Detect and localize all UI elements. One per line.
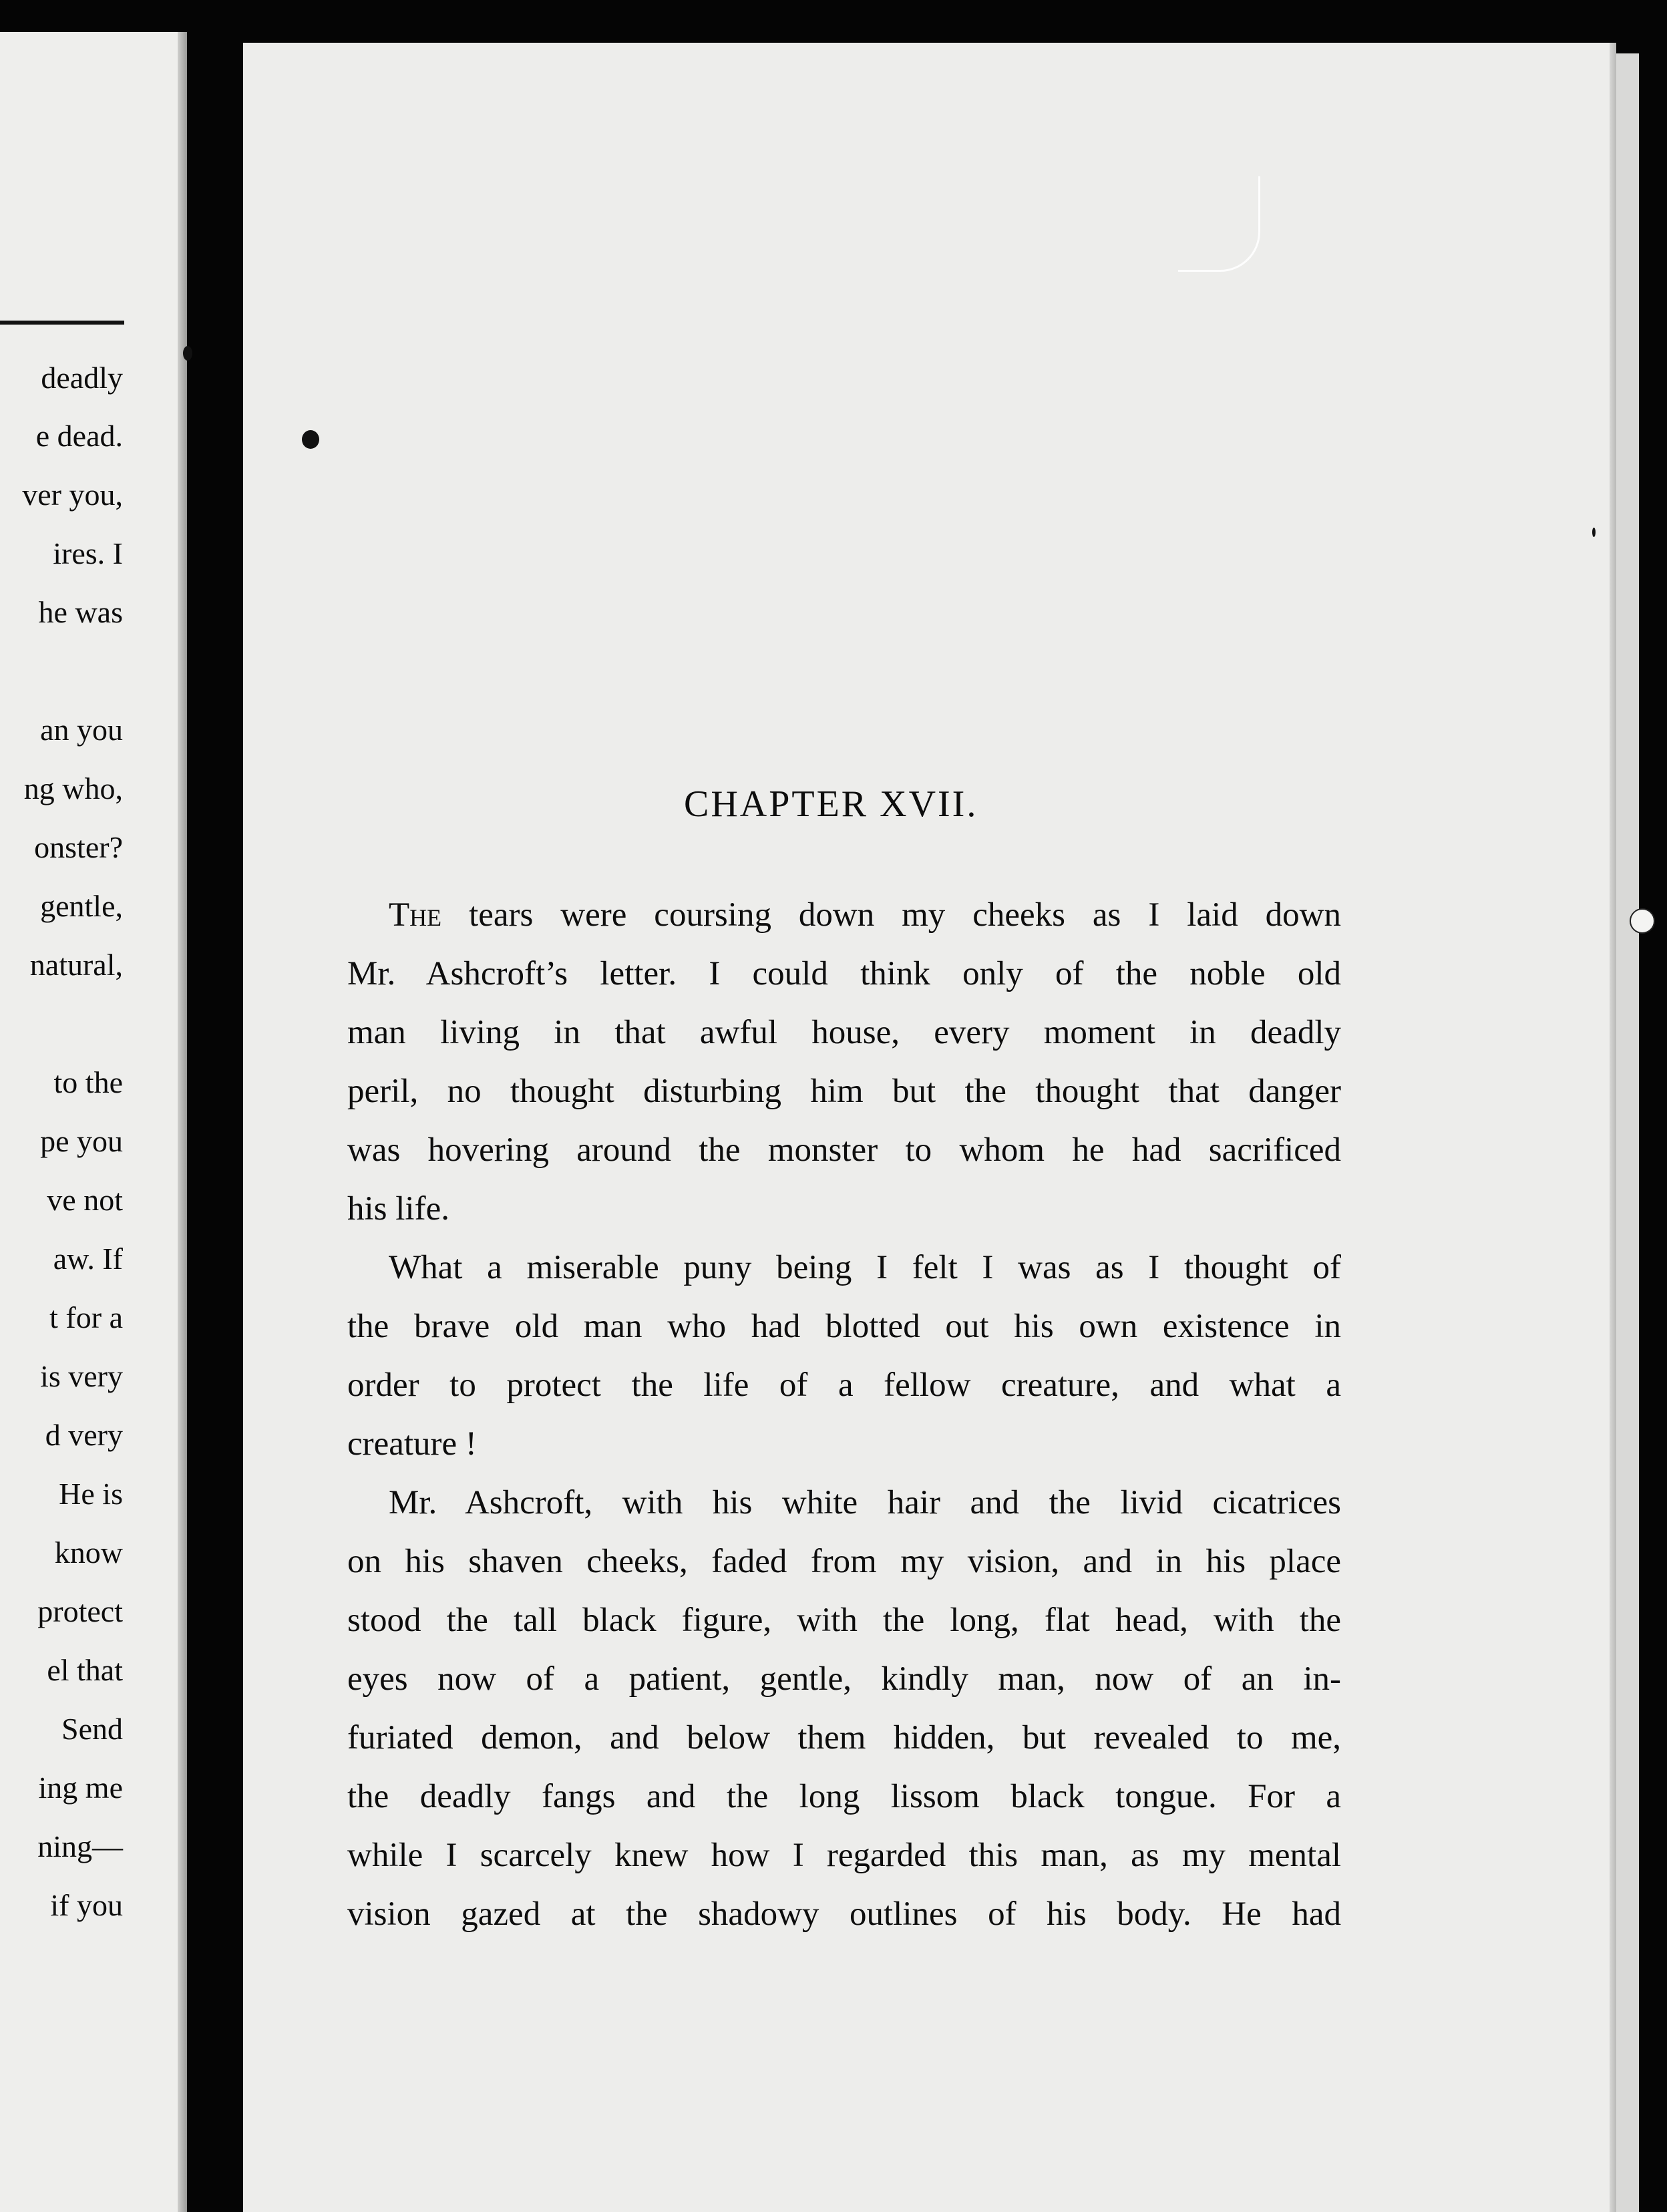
opening-word: The bbox=[389, 896, 442, 934]
left-page-line: pe you bbox=[40, 1124, 123, 1158]
text-line: was hovering around the monster to whom he had sacrificed bbox=[347, 1131, 1341, 1169]
text-line: eyes now of a patient, gentle, kindly man, now of an in- bbox=[347, 1660, 1341, 1698]
left-page-line: deadly bbox=[41, 361, 123, 395]
text-line: creature ! bbox=[347, 1425, 477, 1463]
left-page-line: ng who, bbox=[23, 771, 123, 805]
left-page-line: if you bbox=[50, 1888, 123, 1922]
left-page-line: he was bbox=[38, 595, 123, 629]
left-page-line: ning— bbox=[37, 1829, 123, 1863]
scan-border bbox=[1639, 53, 1667, 2212]
text-line: his life. bbox=[347, 1190, 449, 1228]
left-page-line: protect bbox=[37, 1594, 123, 1628]
left-page-fragment bbox=[0, 32, 187, 2212]
left-page-line: ve not bbox=[47, 1183, 123, 1217]
text-line: man living in that awful house, every moment in deadly bbox=[347, 1014, 1341, 1051]
page-tear bbox=[1630, 908, 1655, 934]
text-line: on his shaven cheeks, faded from my vision, and in his place bbox=[347, 1543, 1341, 1580]
left-page-line: ires. I bbox=[53, 536, 123, 570]
left-page-line: e dead. bbox=[35, 419, 123, 453]
text-line: furiated demon, and below them hidden, but revealed to me, bbox=[347, 1719, 1341, 1757]
text-line: vision gazed at the shadowy outlines of his body. He had bbox=[347, 1895, 1341, 1933]
text-line: the deadly fangs and the long lissom black tongue. For a bbox=[347, 1778, 1341, 1815]
left-page-line: Send bbox=[61, 1712, 123, 1746]
left-page-line: d very bbox=[45, 1418, 123, 1452]
page-edge bbox=[1616, 53, 1639, 2212]
text-line: peril, no thought disturbing him but the thought that danger bbox=[347, 1073, 1341, 1110]
text-line: while I scarcely knew how I regarded this man, as my mental bbox=[347, 1837, 1341, 1874]
left-page-line: gentle, bbox=[40, 889, 123, 923]
left-page-line: an you bbox=[40, 713, 123, 747]
text-line-rest: tears were coursing down my cheeks as I laid down bbox=[441, 896, 1341, 934]
text-line: stood the tall black figure, with the long, flat head, with the bbox=[347, 1602, 1341, 1639]
text-line: Mr. Ashcroft, with his white hair and the livid cicatrices bbox=[389, 1484, 1341, 1521]
left-page-line: ver you, bbox=[22, 478, 123, 512]
dust-speck bbox=[183, 346, 192, 361]
text-line: What a miserable puny being I felt I was as I thought of bbox=[389, 1249, 1341, 1286]
body-text bbox=[347, 886, 1341, 1944]
dust-speck bbox=[302, 430, 319, 449]
dust-speck bbox=[1592, 528, 1596, 537]
text-line: Mr. Ashcroft’s letter. I could think only of the noble old bbox=[347, 955, 1341, 992]
left-page-rule bbox=[0, 321, 124, 325]
paper-scratch bbox=[1178, 176, 1260, 272]
left-page-line: to the bbox=[53, 1065, 123, 1099]
left-page-line: el that bbox=[47, 1653, 123, 1687]
left-page-line: is very bbox=[40, 1359, 123, 1393]
left-page-line: know bbox=[54, 1535, 123, 1570]
chapter-title: CHAPTER XVII. bbox=[684, 783, 978, 825]
left-page-line: natural, bbox=[29, 948, 123, 982]
left-page-line: aw. If bbox=[53, 1242, 123, 1276]
left-page-line: He is bbox=[59, 1477, 123, 1511]
left-page-line: onster? bbox=[34, 830, 123, 864]
text-line: the brave old man who had blotted out his own existence in bbox=[347, 1308, 1341, 1345]
left-page-line: ing me bbox=[38, 1771, 123, 1805]
left-page-line: t for a bbox=[49, 1300, 123, 1334]
text-line: order to protect the life of a fellow creature, and what a bbox=[347, 1366, 1341, 1404]
text-line bbox=[347, 886, 1341, 944]
